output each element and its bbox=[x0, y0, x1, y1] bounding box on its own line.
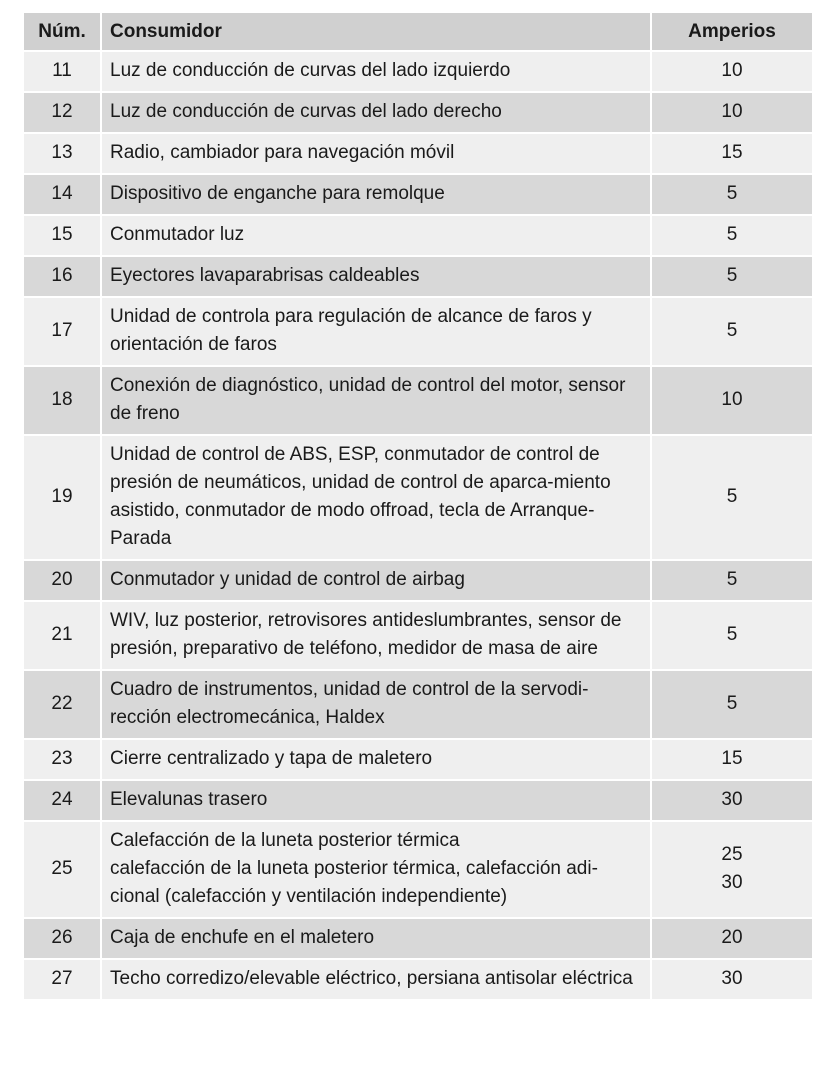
row-num: 24 bbox=[24, 781, 102, 822]
table-row bbox=[24, 561, 812, 602]
row-consumer: Cierre centralizado y tapa de maletero bbox=[102, 740, 652, 781]
row-amps-multiline bbox=[652, 822, 812, 919]
row-consumer: Conmutador luz bbox=[102, 216, 652, 257]
row-num: 16 bbox=[24, 257, 102, 298]
row-amps: 20 bbox=[652, 919, 812, 960]
table-row bbox=[24, 367, 812, 436]
row-consumer: Caja de enchufe en el maletero bbox=[102, 919, 652, 960]
row-num: 27 bbox=[24, 960, 102, 1001]
row-num: 19 bbox=[24, 436, 102, 561]
row-consumer: Cuadro de instrumentos, unidad de control de la servodi-rección electromecánica, Haldex bbox=[102, 671, 652, 740]
row-consumer: Conmutador y unidad de control de airbag bbox=[102, 561, 652, 602]
table-row bbox=[24, 671, 812, 740]
table-row bbox=[24, 52, 812, 93]
row-num: 14 bbox=[24, 175, 102, 216]
row-amps: 5 bbox=[652, 257, 812, 298]
row-consumer: Radio, cambiador para navegación móvil bbox=[102, 134, 652, 175]
table-row bbox=[24, 175, 812, 216]
fuse-table bbox=[24, 13, 812, 1001]
row-consumer: Eyectores lavaparabrisas caldeables bbox=[102, 257, 652, 298]
consumer-line: calefacción de la luneta posterior térmica, calefacción adi-cional (calefacción y ventilación independiente) bbox=[110, 858, 598, 907]
row-num: 11 bbox=[24, 52, 102, 93]
header-num: Núm. bbox=[24, 13, 102, 52]
row-consumer: Techo corredizo/elevable eléctrico, persiana antisolar eléctrica bbox=[102, 960, 652, 1001]
row-num: 23 bbox=[24, 740, 102, 781]
row-num: 21 bbox=[24, 602, 102, 671]
row-consumer-multiline bbox=[102, 822, 652, 919]
row-num: 25 bbox=[24, 822, 102, 919]
row-amps: 5 bbox=[652, 671, 812, 740]
row-amps: 30 bbox=[652, 781, 812, 822]
row-num: 22 bbox=[24, 671, 102, 740]
row-consumer: Conexión de diagnóstico, unidad de control del motor, sensor de freno bbox=[102, 367, 652, 436]
row-num: 12 bbox=[24, 93, 102, 134]
table-row bbox=[24, 960, 812, 1001]
row-consumer: Unidad de control de ABS, ESP, conmutador de control de presión de neumáticos, unidad de control de aparca-miento asistido, conmutador de modo offroad, tecla de Arranque-Parada bbox=[102, 436, 652, 561]
table-header-row bbox=[24, 13, 812, 52]
row-amps: 5 bbox=[652, 175, 812, 216]
row-consumer: Elevalunas trasero bbox=[102, 781, 652, 822]
row-consumer: Luz de conducción de curvas del lado izquierdo bbox=[102, 52, 652, 93]
table-row bbox=[24, 257, 812, 298]
row-consumer: Luz de conducción de curvas del lado derecho bbox=[102, 93, 652, 134]
row-consumer: Dispositivo de enganche para remolque bbox=[102, 175, 652, 216]
table-row bbox=[24, 216, 812, 257]
row-amps: 30 bbox=[652, 960, 812, 1001]
row-amps: 10 bbox=[652, 367, 812, 436]
row-amps: 15 bbox=[652, 134, 812, 175]
row-num: 20 bbox=[24, 561, 102, 602]
row-num: 15 bbox=[24, 216, 102, 257]
table-row bbox=[24, 298, 812, 367]
table-row bbox=[24, 93, 812, 134]
table-row bbox=[24, 781, 812, 822]
table-row bbox=[24, 919, 812, 960]
table-row bbox=[24, 602, 812, 671]
row-amps: 5 bbox=[652, 436, 812, 561]
row-num: 18 bbox=[24, 367, 102, 436]
row-amps: 5 bbox=[652, 561, 812, 602]
amps-line: 25 bbox=[721, 844, 743, 865]
row-amps: 5 bbox=[652, 216, 812, 257]
consumer-line: Calefacción de la luneta posterior térmica bbox=[110, 830, 460, 851]
row-num: 17 bbox=[24, 298, 102, 367]
row-amps: 10 bbox=[652, 93, 812, 134]
row-amps: 5 bbox=[652, 298, 812, 367]
table-row bbox=[24, 134, 812, 175]
row-num: 13 bbox=[24, 134, 102, 175]
row-consumer: Unidad de controla para regulación de alcance de faros y orientación de faros bbox=[102, 298, 652, 367]
table-row bbox=[24, 822, 812, 919]
row-num: 26 bbox=[24, 919, 102, 960]
row-amps: 15 bbox=[652, 740, 812, 781]
row-amps: 5 bbox=[652, 602, 812, 671]
header-amps: Amperios bbox=[652, 13, 812, 52]
amps-line: 30 bbox=[721, 872, 743, 893]
row-consumer: WIV, luz posterior, retrovisores antideslumbrantes, sensor de presión, preparativo de teléfono, medidor de masa de aire bbox=[102, 602, 652, 671]
table-row bbox=[24, 436, 812, 561]
row-amps: 10 bbox=[652, 52, 812, 93]
table-row bbox=[24, 740, 812, 781]
header-consumer: Consumidor bbox=[102, 13, 652, 52]
